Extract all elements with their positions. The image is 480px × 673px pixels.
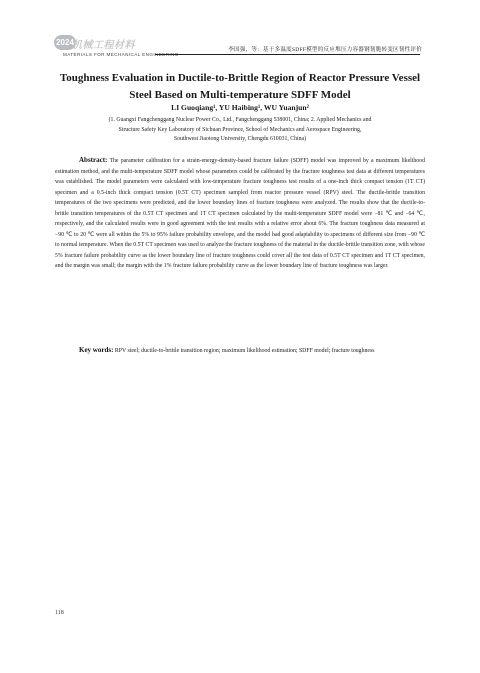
abstract	[55, 155, 425, 272]
keywords-text: RPV steel; ductile-to-brittle transition region; maximum likelihood estimation; SDFF model; fracture toughness	[114, 348, 375, 354]
page-header	[0, 0, 480, 60]
title-line-2: Steel Based on Multi-temperature SDFF Model	[129, 89, 351, 101]
keywords-label: Key words:	[79, 346, 114, 354]
affiliation-line-2: Structure Safety Key Laboratory of Sichuan Province, School of Mechanics and Aerospace Engineering,	[118, 126, 362, 133]
page-number: 118	[55, 610, 64, 616]
article-title	[55, 70, 425, 104]
running-head: 李国强，等：基于多温度SDFF模型的反应堆压力容器钢韧脆转变区韧性评价	[228, 47, 422, 53]
authors: LI Guoqiang¹, YU Haibing¹, WU Yuanjun²	[171, 103, 309, 112]
keywords	[55, 345, 425, 357]
year-badge: 2024	[54, 35, 76, 50]
title-line-1: Toughness Evaluation in Ductile-to-Brittle Region of Reactor Pressure Vessel	[59, 72, 421, 84]
affiliation-line-3: Southwest Jiaotong University, Chengdu 610031, China)	[173, 136, 307, 143]
abstract-text: The parameter calibration for a strain-energy-density-based fracture failure (SDFF) model was improved by a maximum likelihood estimation method, and the multi-temperature SDFF model whose parameters could be calibrated by the fracture toughness test data at different temperatures was established. The model parameters were calculated with low-temperature fracture toughness test results of a one-inch thick compact tension (1T CT) specimen and a 0.5-inch thick compact tension (0.5T CT) specimen sampled from reactor pressure vessel (RPV) steel. The ductile-brittle transition temperatures of the two specimens were predicted, and the lower boundary lines of fracture toughness were analyzed. The results show that the ductile-to-brittle transition temperatures of the 0.5T CT specimen and 1T CT specimen calculated by the multi-temperature SDFF model were −81 ℃ and −64 ℃, respectively, and the calculated results were in good agreement with the test results with a relative error about 6%. The fracture toughness data measured at −90 ℃ to 20 ℃ were all within the 5% to 95% failure probability envelope, and the model had good adaptability to specimens of different size from −90 ℃ to normal temperature. When the 0.5T CT specimen was used to analyze the fracture toughness of the material in the ductile-brittle transition zone, with whose 5% fracture failure probability curve as the lower boundary line of fracture toughness could cover all the test data of 0.5T CT specimen and 1T CT specimen, and the margin was small; the margin with the 1% fracture failure probability curve as the lower boundary line of fracture toughness was larger.	[55, 158, 425, 270]
affiliation	[70, 116, 410, 145]
header-rule	[155, 54, 420, 55]
abstract-label: Abstract:	[79, 156, 108, 164]
journal-name: 机械工程材料	[72, 40, 135, 51]
affiliation-line-1: (1. Guangxi Fangchenggang Nuclear Power Co., Ltd., Fangchenggang 538001, China; 2. Applied Mechanics and	[108, 117, 372, 123]
journal-subtitle: MATERIALS FOR MECHANICAL ENGINEERING	[63, 52, 179, 57]
